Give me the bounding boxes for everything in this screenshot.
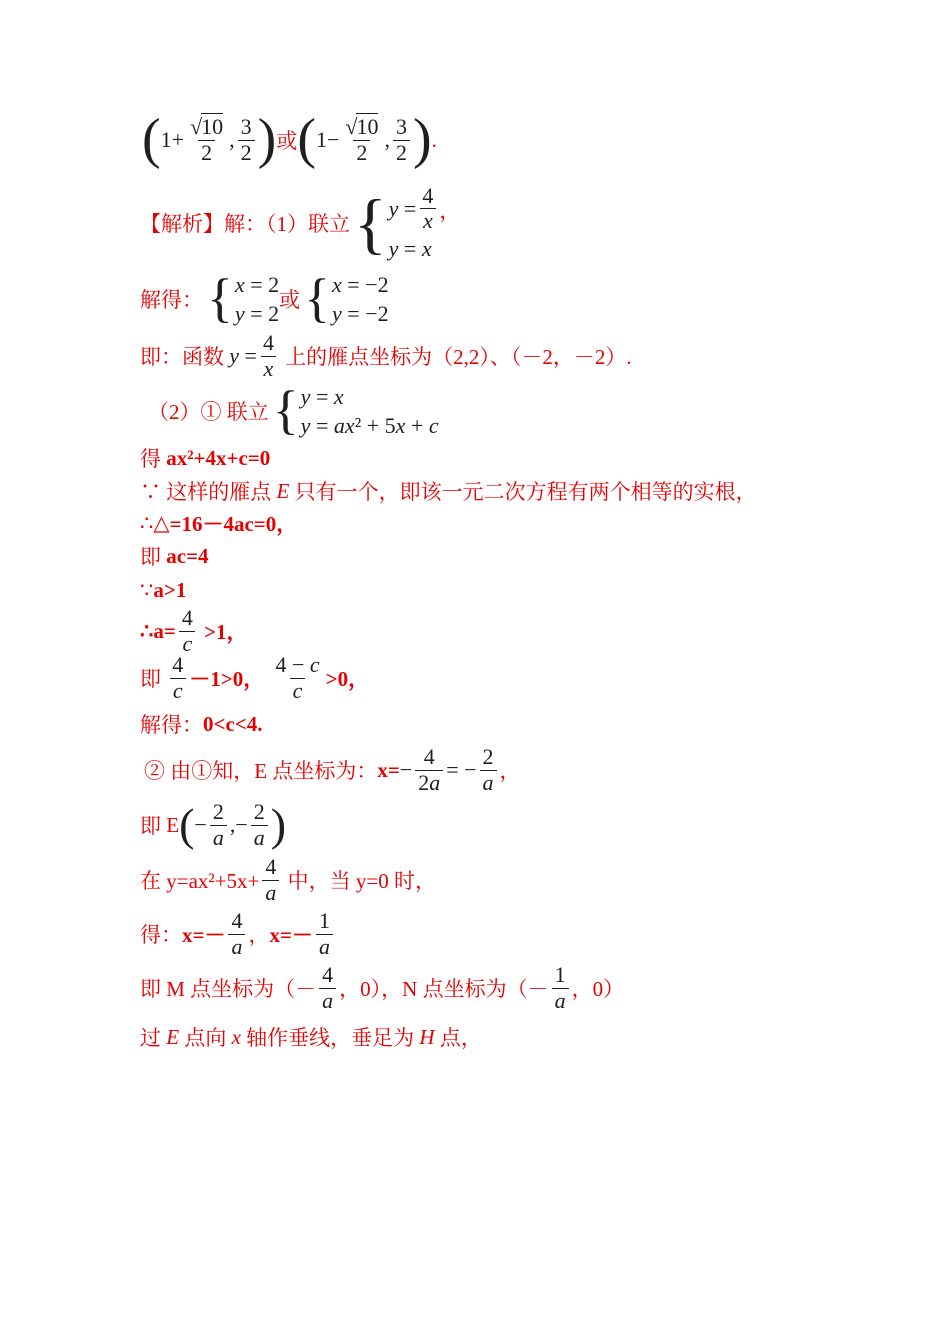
e-point-line (140, 799, 286, 851)
x-equals-label: x=－ (182, 923, 226, 947)
fraction-denominator: 2 (238, 140, 255, 165)
text-fragment: 即 (140, 814, 167, 838)
equation-text: 0<c<4. (203, 711, 263, 736)
big-right-paren: ) (412, 108, 432, 171)
fraction-denominator: c (179, 631, 195, 656)
minus-sign: − (399, 757, 413, 782)
red-comma: ， (248, 923, 270, 947)
text-fragment: 点， (434, 1026, 482, 1050)
fraction-numerator: 4 (181, 605, 193, 631)
equation: x = −2 (332, 271, 389, 297)
equation: y = ax ² + 5 x + c (300, 412, 439, 438)
text-fragment: －1>0， (189, 667, 270, 691)
fraction-denominator: a (262, 880, 279, 905)
text-fragment: 点向 (179, 1026, 232, 1050)
point-name: E (276, 478, 290, 503)
x-equals-label: x= (377, 757, 400, 782)
text-fragment: ，0），N 点坐标为（－ (339, 977, 549, 1001)
text-fragment: 即：函数 (140, 345, 230, 369)
fraction-numerator: 1 (318, 908, 330, 934)
point-name: E (166, 812, 180, 837)
fraction-denominator: 2 (198, 140, 215, 165)
fraction (480, 745, 497, 794)
analysis-label: 【解析】解：（1）联立 (140, 212, 350, 236)
big-right-paren: ) (270, 799, 287, 851)
because-symbol: ∵ (140, 577, 154, 602)
fraction-denominator: a (552, 988, 569, 1013)
fraction (228, 909, 245, 958)
equation: x = 2 (234, 271, 280, 297)
minus-sign: − (194, 812, 207, 837)
math-fragment: 1− (315, 127, 340, 152)
radicand: 10 (201, 114, 224, 140)
equation: y = −2 (332, 300, 389, 326)
text-fragment: 上的雁点坐标为（2,2）、（－2，－2）. (279, 345, 632, 369)
red-comma: ， (439, 199, 461, 224)
fraction (210, 800, 227, 849)
equation-system (235, 272, 279, 327)
fraction (179, 606, 196, 655)
math-comma: , (229, 127, 235, 152)
fraction-denominator: a (228, 934, 245, 959)
system-brace: { (304, 268, 331, 329)
equation-lhs: y = (388, 195, 417, 221)
e-coordinate-line (144, 744, 521, 796)
point-name: E (166, 1024, 180, 1049)
fraction-denominator: x (420, 208, 436, 233)
fraction-denominator: a (316, 934, 333, 959)
part2-setup-line (148, 382, 439, 440)
math-fragment: 1+ (160, 127, 185, 152)
equation-text: ac=4 (166, 543, 209, 568)
fraction-denominator: a (251, 825, 268, 850)
roots-line (140, 908, 336, 960)
solve-label: 得： (140, 923, 182, 947)
text-fragment: 中，当 y=0 时， (282, 869, 436, 893)
equation-system (301, 384, 439, 439)
mn-coordinates-line (140, 961, 624, 1015)
fraction-numerator: 2 (482, 744, 494, 770)
axis-name: x (231, 1024, 241, 1049)
therefore-symbol: ∴△ (140, 510, 170, 535)
fraction (319, 963, 336, 1012)
system-brace: { (207, 268, 233, 329)
text-fragment: 轴作垂线，垂足为 (240, 1026, 420, 1050)
math-fragment: = − (446, 757, 477, 782)
fraction-denominator: c (170, 678, 186, 703)
fraction-denominator: 2a (415, 770, 443, 795)
radical-icon: √ (345, 114, 358, 140)
ac-equals-line (140, 542, 209, 570)
text-fragment: 只有一个，即该一元二次方程有两个相等的实根， (289, 480, 757, 504)
equation-text: =16－4ac=0， (169, 512, 298, 536)
x-equals-label: x=－ (269, 923, 313, 947)
fraction (260, 331, 277, 380)
equation-lhs: y = (229, 343, 257, 368)
fraction-numerator: 4 (322, 962, 334, 988)
fraction-numerator: 2 (212, 799, 224, 825)
text-fragment: ，0） (571, 977, 625, 1001)
fraction-numerator: 4 − c (275, 652, 320, 678)
text-fragment: >0， (325, 667, 370, 691)
fraction-numerator: 2 (253, 799, 265, 825)
text-fragment: 即 (140, 667, 167, 691)
big-right-paren: ) (257, 108, 277, 171)
equation-text: a>1 (153, 577, 187, 602)
fraction-numerator: 4 (265, 854, 277, 880)
big-left-paren: ( (142, 108, 161, 171)
fraction-numerator: 4 (231, 908, 243, 934)
fraction-numerator (187, 115, 226, 139)
fraction-denominator: a (319, 988, 336, 1013)
text-fragment: ② 由①知，E 点坐标为： (144, 759, 378, 783)
radical-icon: √ (190, 114, 203, 140)
fraction (187, 115, 226, 164)
red-comma: ， (499, 759, 521, 783)
math-comma: , (229, 812, 236, 837)
system-brace: { (272, 380, 299, 441)
fraction-denominator: x (261, 356, 277, 381)
a-greater-line (140, 576, 186, 604)
equation: y = 2 (234, 300, 280, 326)
fraction-denominator: c (290, 678, 306, 703)
fraction-numerator: 3 (395, 114, 407, 140)
text-fragment: 过 (140, 1026, 167, 1050)
because-statement-line (140, 477, 757, 505)
fraction-numerator: 3 (240, 114, 252, 140)
fraction (342, 115, 381, 164)
big-left-paren: ( (297, 108, 316, 171)
fraction-denominator: 2 (353, 140, 370, 165)
fraction-numerator: 4 (423, 744, 435, 770)
or-word: 或 (279, 288, 301, 312)
text-fragment: 即 (140, 545, 167, 569)
c-range-line (140, 710, 263, 738)
equation: y = x (388, 236, 432, 262)
text-fragment: ∵ 这样的雁点 (140, 480, 277, 504)
or-word: 或 (276, 129, 298, 153)
derived-equation-line (140, 444, 270, 472)
fraction-denominator: 2 (393, 140, 410, 165)
minus-sign: − (235, 812, 248, 837)
equation-system (332, 272, 389, 327)
fraction (316, 909, 333, 958)
fraction-numerator: 4 (422, 182, 434, 208)
text-fragment: 在 y=ax²+5x+ (140, 869, 260, 893)
a-fraction-line (140, 607, 248, 655)
fraction (169, 653, 186, 702)
fraction (272, 653, 322, 702)
analysis-line (140, 183, 460, 263)
big-left-paren: ( (179, 799, 195, 851)
fraction-denominator: a (210, 825, 227, 850)
text-fragment: 即 M 点坐标为（－ (140, 977, 317, 1001)
solve-label: 解得： (140, 713, 203, 737)
equation-system (389, 184, 461, 262)
system-brace: { (354, 184, 387, 261)
step-label: （2）① 联立 (148, 400, 269, 424)
fraction-numerator: 4 (262, 330, 274, 356)
equation: y = x (300, 383, 344, 409)
fraction (552, 963, 569, 1012)
sentence-period: . (431, 127, 437, 152)
fraction (238, 115, 255, 164)
fraction-numerator (342, 115, 381, 139)
perpendicular-line (140, 1022, 482, 1052)
fraction (415, 745, 443, 794)
text-fragment: ∴a= (140, 618, 176, 643)
fraction (262, 855, 279, 904)
point-name: H (419, 1024, 435, 1049)
fraction (393, 115, 410, 164)
fraction (251, 800, 268, 849)
radicand: 10 (356, 114, 379, 140)
fraction-numerator: 1 (554, 962, 566, 988)
solve-label: 解得： (140, 288, 203, 312)
conclusion-part1-line (140, 331, 632, 381)
fraction-denominator: a (480, 770, 497, 795)
answer-coordinates-line (142, 104, 437, 176)
fraction (419, 184, 436, 233)
discriminant-line (140, 508, 297, 538)
fraction-numerator: 4 (172, 652, 184, 678)
text-fragment: 得 (140, 447, 167, 471)
inequality-line (140, 654, 369, 702)
equation-text: ax²+4x+c=0 (166, 445, 271, 470)
text-fragment: >1， (198, 620, 248, 644)
math-comma: , (384, 127, 390, 152)
substitute-line (140, 854, 436, 906)
solve-result-line (140, 264, 389, 334)
